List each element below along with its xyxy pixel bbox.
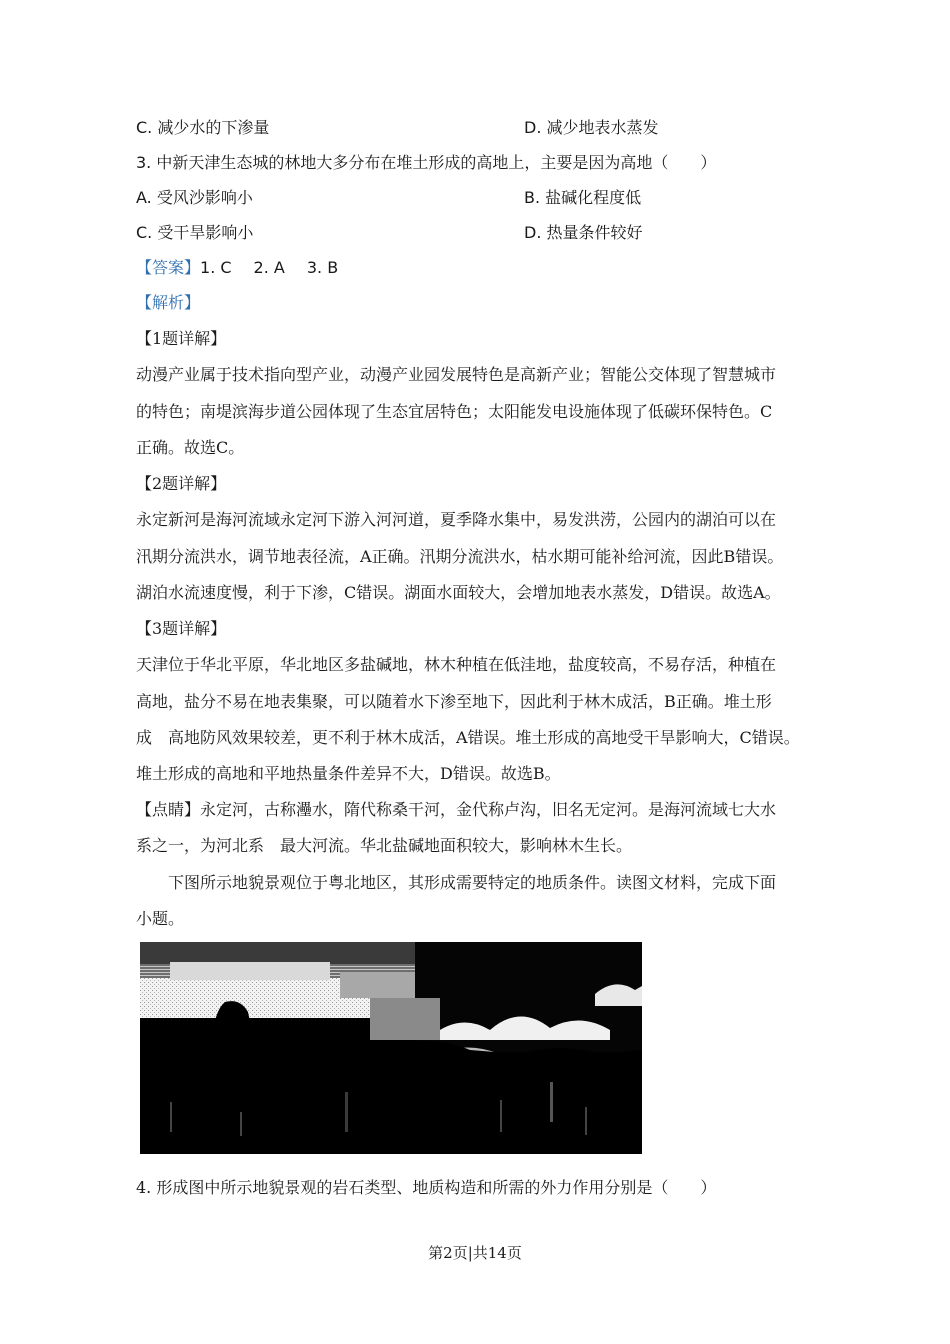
detail-3-line: 天津位于华北平原，华北地区多盐碱地，林木种植在低洼地，盐度较高，不易存活，种植在 [136, 655, 777, 674]
detail-1-heading: 【1题详解】 [136, 329, 227, 348]
tip-line-1 [136, 799, 776, 821]
detail-1-line: 的特色；南堤滨海步道公园体现了生态宜居特色；太阳能发电设施体现了低碳环保特色。C [136, 402, 773, 421]
q3-option-b: B. 盐碱化程度低 [524, 188, 642, 207]
tip-label: 【点睛】 [136, 800, 201, 819]
page-footer: 第2页|共14页 [428, 1244, 522, 1262]
answer-1: 1. C [200, 258, 232, 277]
detail-3-heading: 【3题详解】 [136, 619, 227, 638]
detail-2-line: 湖泊水流速度慢，利于下渗，C错误。湖面水面较大，会增加地表水蒸发，D错误。故选A。 [136, 583, 781, 602]
detail-3-line: 成 高地防风效果较差，更不利于林木成活，A错误。堆土形成的高地受干旱影响大，C错误。 [136, 728, 800, 747]
analysis-label: 【解析】 [136, 293, 201, 312]
answer-line [136, 257, 338, 279]
detail-1-line: 动漫产业属于技术指向型产业，动漫产业园发展特色是高新产业；智能公交体现了智慧城市 [136, 365, 777, 384]
tip-line-2: 系之一，为河北系 最大河流。华北盐碱地面积较大，影响林木生长。 [136, 836, 633, 855]
q2-option-c: C. 减少水的下渗量 [136, 118, 270, 137]
q3-stem: 3. 中新天津生态城的林地大多分布在堆土形成的高地上，主要是因为高地（ ） [136, 153, 717, 172]
detail-2-line: 永定新河是海河流域永定河下游入河河道，夏季降水集中，易发洪涝，公园内的湖泊可以在 [136, 510, 777, 529]
q2-option-d: D. 减少地表水蒸发 [524, 118, 659, 137]
answer-2: 2. A [253, 258, 285, 277]
detail-3-line: 高地，盐分不易在地表集聚，可以随着水下渗至地下，因此利于林木成活，B正确。堆土形 [136, 692, 772, 711]
tip-text: 永定河，古称灅水，隋代称桑干河，金代称卢沟，旧名无定河。是海河流域七大水 [200, 800, 777, 819]
detail-3-line: 堆土形成的高地和平地热量条件差异不大，D错误。故选B。 [136, 764, 561, 783]
answer-label: 【答案】 [136, 258, 201, 277]
detail-2-heading: 【2题详解】 [136, 474, 227, 493]
q3-option-d: D. 热量条件较好 [524, 223, 643, 242]
landscape-photo [140, 942, 642, 1154]
q3-option-c: C. 受干旱影响小 [136, 223, 254, 242]
detail-2-line: 汛期分流洪水，调节地表径流，A正确。汛期分流洪水，枯水期可能补给河流，因此B错误。 [136, 547, 784, 566]
q4-stem: 4. 形成图中所示地貌景观的岩石类型、地质构造和所需的外力作用分别是（ ） [136, 1178, 717, 1197]
intro-line-2: 小题。 [136, 909, 185, 928]
detail-1-line: 正确。故选C。 [136, 438, 245, 457]
intro-line-1: 下图所示地貌景观位于粤北地区，其形成需要特定的地质条件。读图文材料，完成下面 [168, 873, 777, 892]
answer-3: 3. B [306, 258, 339, 277]
q3-option-a: A. 受风沙影响小 [136, 188, 253, 207]
